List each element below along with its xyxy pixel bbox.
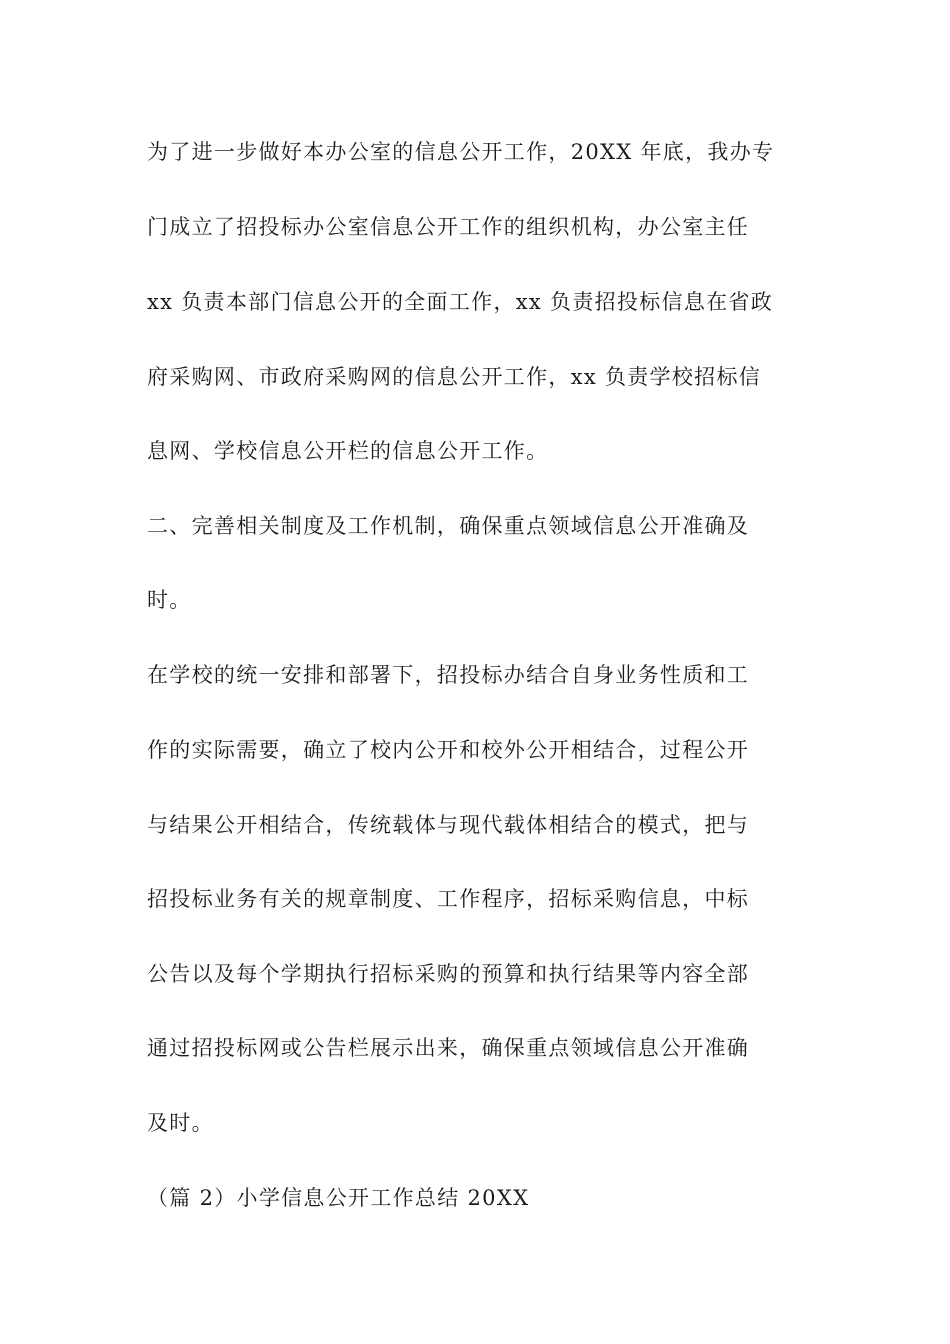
paragraph-2-line-1: 在学校的统一安排和部署下，招投标办结合自身业务性质和工 (147, 663, 750, 687)
section-title-part-2: （篇 2）小学信息公开工作总结 20XX (147, 1186, 530, 1210)
paragraph-1-line-4: 府采购网、市政府采购网的信息公开工作，xx 负责学校招标信 (147, 365, 762, 389)
paragraph-1-line-1: 为了进一步做好本办公室的信息公开工作，20XX 年底，我办专 (147, 140, 775, 164)
paragraph-2-line-5: 公告以及每个学期执行招标采购的预算和执行结果等内容全部 (147, 962, 750, 986)
paragraph-1-line-5: 息网、学校信息公开栏的信息公开工作。 (147, 439, 549, 463)
paragraph-1-line-2: 门成立了招投标办公室信息公开工作的组织机构，办公室主任 (147, 215, 750, 239)
paragraph-2-line-3: 与结果公开相结合，传统载体与现代载体相结合的模式，把与 (147, 813, 750, 837)
section-heading-2-line-1: 二、完善相关制度及工作机制，确保重点领域信息公开准确及 (147, 514, 750, 538)
paragraph-2-line-7: 及时。 (147, 1111, 214, 1135)
paragraph-2-line-6: 通过招投标网或公告栏展示出来，确保重点领域信息公开准确 (147, 1036, 750, 1060)
paragraph-2-line-2: 作的实际需要，确立了校内公开和校外公开相结合，过程公开 (147, 738, 750, 762)
section-heading-2-line-2: 时。 (147, 588, 192, 612)
paragraph-1-line-3: xx 负责本部门信息公开的全面工作，xx 负责招投标信息在省政 (147, 290, 774, 314)
paragraph-2-line-4: 招投标业务有关的规章制度、工作程序，招标采购信息，中标 (147, 887, 750, 911)
